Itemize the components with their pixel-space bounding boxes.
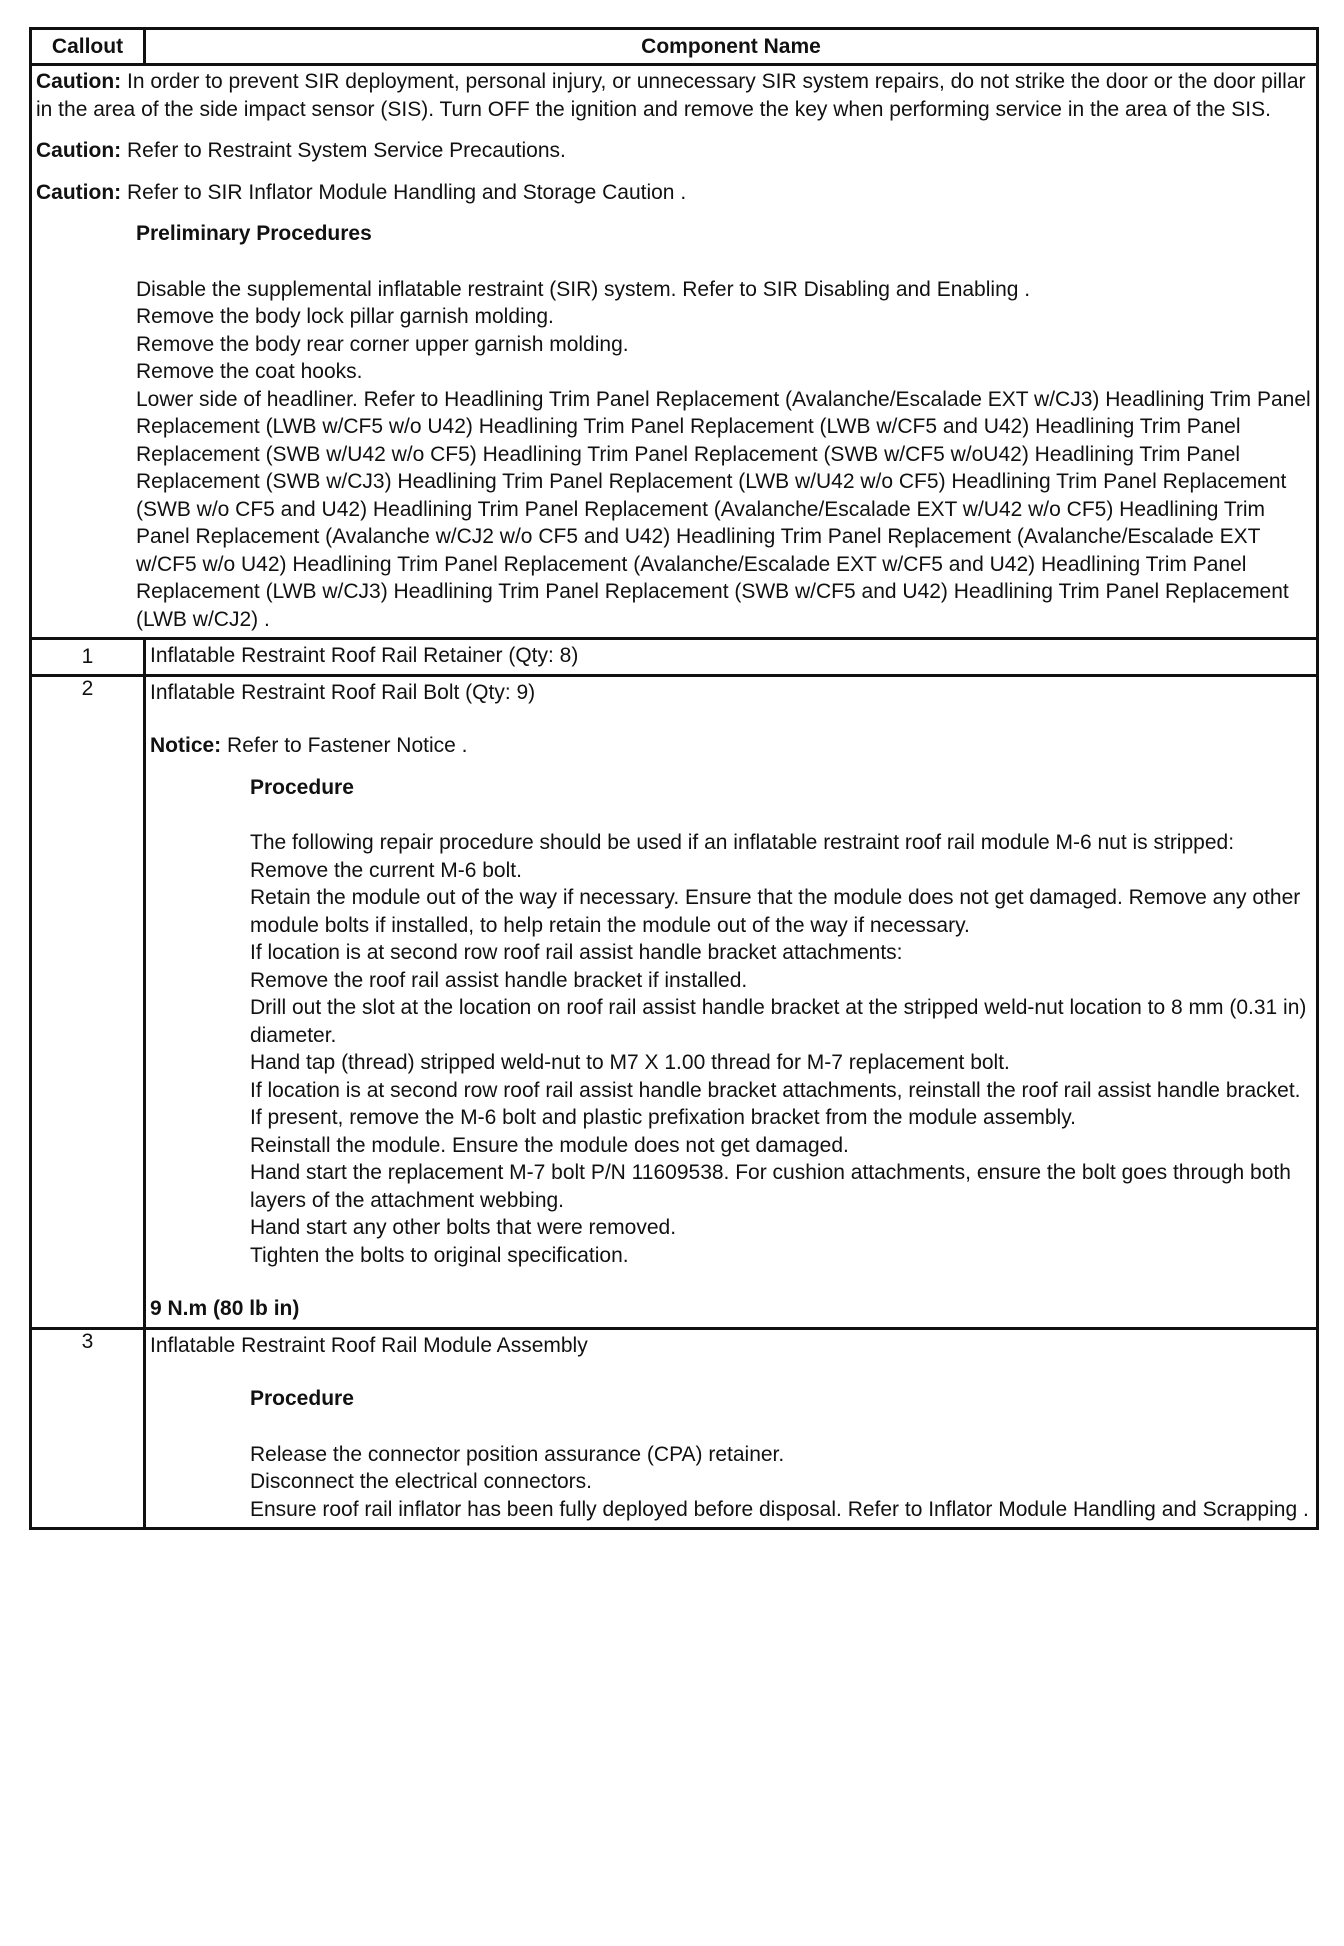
list-item: Remove the body rear corner upper garnish molding. [136,332,629,356]
list-item: If present, remove the M-6 bolt and plastic prefixation bracket from the module assembly. [250,1106,1076,1129]
list-item: Hand tap (thread) stripped weld-nut to M7 X 1.00 thread for M-7 replacement bolt. [250,1051,1010,1074]
list-item: Remove the roof rail assist handle bracket if installed. [250,968,748,992]
preliminary-title: Preliminary Procedures [136,222,372,245]
list-item: Tighten the bolts to original specification. [250,1243,629,1267]
service-table [29,27,1319,1530]
list-item: Release the connector position assurance (CPA) retainer. [250,1442,785,1466]
list-item: Remove the body lock pillar garnish molding. [136,305,554,328]
table-row [31,639,1318,676]
header-row [31,29,1318,65]
procedure-title: Procedure [250,1387,354,1410]
torque-spec: 9 N.m (80 lb in) [150,1297,300,1320]
caution-3: Caution: Refer to SIR Inflator Module Handling and Storage Caution . [36,180,687,204]
intro-row [31,65,1318,639]
caution-2: Caution: Refer to Restraint System Service Precautions. [36,139,566,162]
preliminary-steps [136,276,1312,634]
list-item: Remove the coat hooks. [136,360,363,383]
list-item: Hand start the replacement M-7 bolt P/N 11609538. For cushion attachments, ensure the bolt goes through both layers of the attachment webbing. [250,1161,1291,1212]
procedure-steps [250,1441,1312,1524]
component-name: Inflatable Restraint Roof Rail Module Assembly [150,1333,588,1357]
list-item: If location is at second row roof rail assist handle bracket attachments: [250,941,903,964]
procedure-steps [250,1077,1312,1270]
list-item: Remove the current M-6 bolt. [250,858,522,882]
sub-steps [250,967,1312,1077]
list-item: Reinstall the module. Ensure the module does not get damaged. [250,1133,849,1157]
sub-steps [250,857,1312,940]
procedure-steps [250,939,1312,967]
callout-cell: 3 [31,1328,145,1529]
callout-cell: 2 [31,675,145,1328]
caution-1: Caution: In order to prevent SIR deployment, personal injury, or unnecessary SIR system repairs, do not strike the door or the door pillar in the area of the side impact sensor (SIS). Turn OFF the ignition and remove the key when performing service in the area of the SIS. [36,70,1306,121]
list-item: Disconnect the electrical connectors. [250,1470,592,1493]
list-item: If location is at second row roof rail assist handle bracket attachments, reinstall the roof rail assist handle bracket. [250,1078,1301,1102]
procedure-steps [250,829,1312,857]
component-name: Inflatable Restraint Roof Rail Retainer (Qty: 8) [150,644,579,667]
list-item: The following repair procedure should be used if an inflatable restraint roof rail module M-6 nut is stripped: [250,831,1235,854]
table-row [31,675,1318,1328]
intro-cell [31,65,1318,639]
list-item: Drill out the slot at the location on roof rail assist handle bracket at the stripped weld-nut location to 8 mm (0.31 in) diameter. [250,996,1307,1047]
component-cell [145,675,1318,1328]
callout-header: Callout [31,29,145,65]
notice: Notice: Refer to Fastener Notice . [150,734,468,757]
component-cell [145,639,1318,676]
component-name: Inflatable Restraint Roof Rail Bolt (Qty: 9) [150,680,536,704]
list-item: Disable the supplemental inflatable restraint (SIR) system. Refer to SIR Disabling and Enabling . [136,277,1031,301]
list-item: Ensure roof rail inflator has been fully deployed before disposal. Refer to Inflator Module Handling and Scrapping . [250,1497,1309,1521]
table-row [31,1328,1318,1529]
component-header: Component Name [145,29,1318,65]
list-item: Hand start any other bolts that were removed. [250,1216,677,1239]
list-item: Retain the module out of the way if necessary. Ensure that the module does not get damaged. Remove any other module bolts if installed, to help retain the module out of the way if necessary. [250,886,1301,937]
list-item: Lower side of headliner. Refer to Headlining Trim Panel Replacement (Avalanche/Escalade EXT w/CJ3) Headlining Trim Panel Replacement (LWB w/CF5 w/o U42) Headlining Trim Panel Replacement (LWB w/CF5 and U42) Headlining Trim Panel Replacement (SWB w/U42 w/o CF5) Headlining Trim Panel Replacement (SWB w/CF5 w/oU42) Headlining Trim Panel Replacement (SWB w/CJ3) Headlining Trim Panel Replacement (LWB w/U42 w/o CF5) Headlining Trim Panel Replacement (SWB w/o CF5 and U42) Headlining Trim Panel Replacement (Avalanche/Escalade EXT w/U42 w/o CF5) Headlining Trim Panel Replacement (Avalanche w/CJ2 w/o CF5 and U42) Headlining Trim Panel Replacement (Avalanche/Escalade EXT w/CF5 w/o U42) Headlining Trim Panel Replacement (Avalanche/Escalade EXT w/CF5 and U42) Headlining Trim Panel Replacement (LWB w/CJ3) Headlining Trim Panel Replacement (SWB w/CF5 and U42) Headlining Trim Panel Replacement (LWB w/CJ2) . [136,387,1311,631]
callout-cell: 1 [31,639,145,676]
procedure-title: Procedure [250,775,354,799]
component-cell [145,1328,1318,1529]
